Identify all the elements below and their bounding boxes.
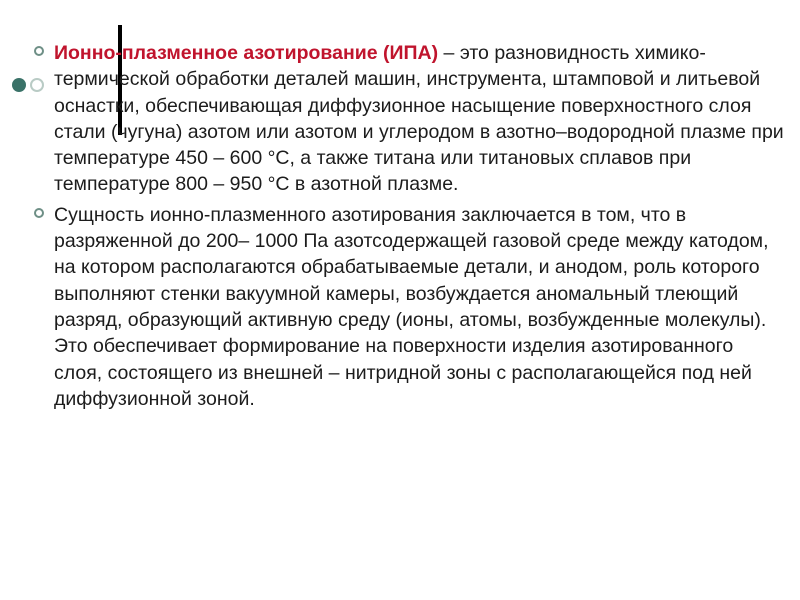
slide-content <box>34 40 786 416</box>
bullet-item-ipa-essence <box>34 202 786 412</box>
term-title: Ионно-плазменное азотирование (ИПА) <box>54 42 439 64</box>
bullet-item-ipa-definition <box>34 40 786 198</box>
circle-bullet-icon <box>34 46 44 56</box>
circle-bullet-icon <box>34 208 44 218</box>
definition-text: – это разновидность химико-термической обработки деталей машин, инструмента, штамповой и литьевой оснастки, обеспечивающая диффузионное насыщение поверхностного слоя стали (чугуна) азотом или азотом и углеродом в азотно–водородной плазме при температуре 450 – 600 °С, а также титана или титановых сплавов при температуре 800 – 950 °С в азотной плазме. <box>54 42 784 196</box>
essence-text: Сущность ионно-плазменного азотирования заключается в том, что в разряженной до 200– 1000 Па азотсодержащей газовой среде между катодом, на котором располагаются обрабатываемые детали, и анодом, роль которого выполняют стенки вакуумной камеры, возбуждается аномальный тлеющий разряд, образующий активную среду (ионы, атомы, возбужденные молекулы). Это обеспечивает формирование на поверхности изделия азотированного слоя, состоящего из внешней – нитридной зоны с располагающейся под ней диффузионной зоной. <box>54 203 769 410</box>
decor-dot-filled-icon <box>12 78 26 92</box>
